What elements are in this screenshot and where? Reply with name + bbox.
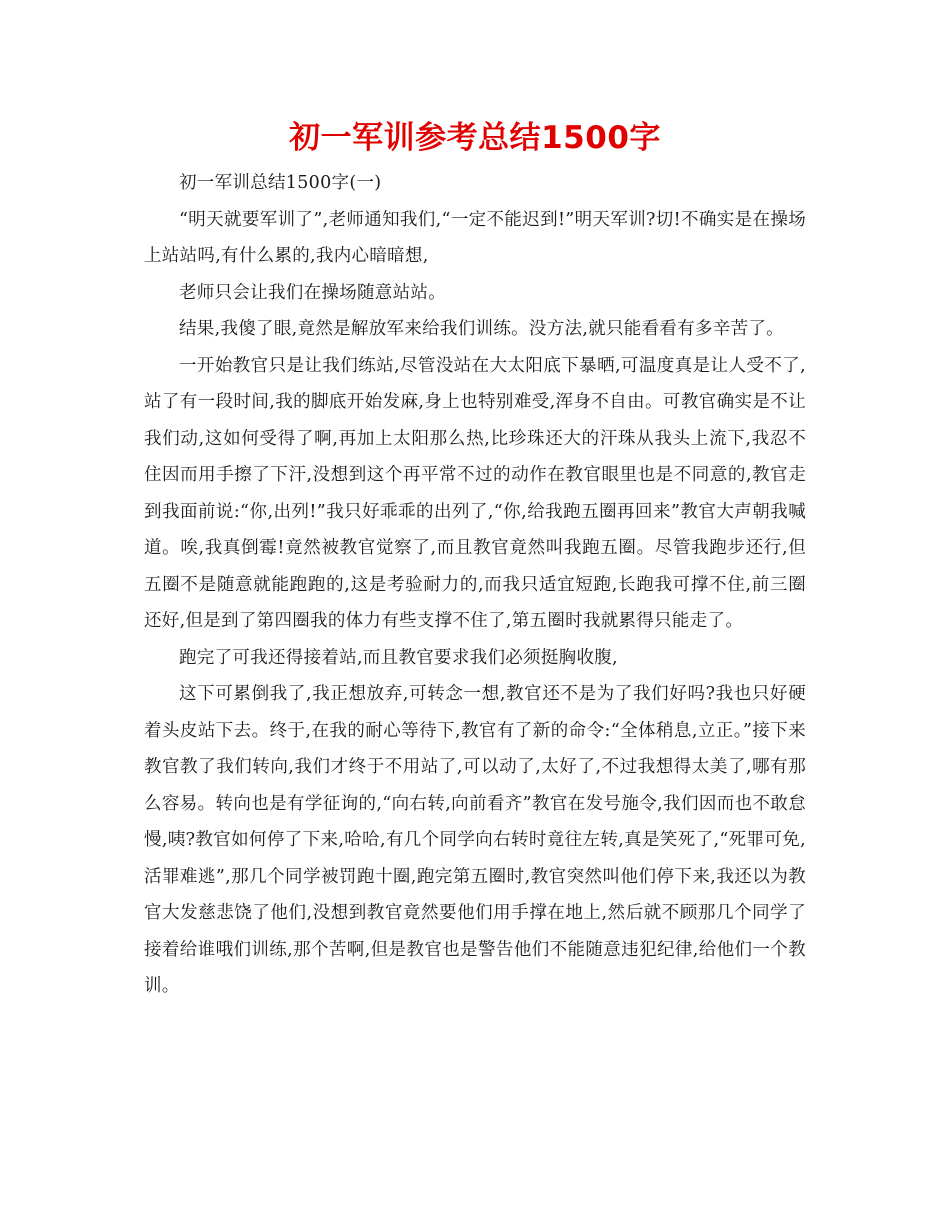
- paragraph: “明天就要军训了”,老师通知我们,“一定不能迟到!”明天军训?切!不确实是在操场上站站吗,有什么累的,我内心暗暗想,: [144, 209, 806, 266]
- paragraph: 一开始教官只是让我们练站,尽管没站在大太阳底下暴晒,可温度真是让人受不了,站了有一段时间,我的脚底开始发麻,身上也特别难受,浑身不自由。可教官确实是不让我们动,这如何受得了啊,再加上太阳那么热,比珍珠还大的汗珠从我头上流下,我忍不住因而用手擦了下汗,没想到这个再平常不过的动作在教官眼里也是不同意的,教官走到我面前说:“你,出列!”我只好乖乖的出列了,“你,给我跑五圈再回来”教官大声朝我喊道。唉,我真倒霉!竟然被教官觉察了,而且教官竟然叫我跑五圈。尽管我跑步还行,但五圈不是随意就能跑跑的,这是考验耐力的,而我只适宜短跑,长跑我可撑不住,前三圈还好,但是到了第四圈我的体力有些支撑不住了,第五圈时我就累得只能走了。: [144, 355, 806, 631]
- document-body: [144, 165, 806, 1005]
- paragraph: 跑完了可我还得接着站,而且教官要求我们必须挺胸收腹,: [179, 647, 618, 668]
- paragraph-subtitle: 初一军训总结1500字(一): [179, 173, 382, 193]
- document-title: 初一军训参考总结1500字: [289, 120, 661, 156]
- paragraph: 结果,我傻了眼,竟然是解放军来给我们训练。没方法,就只能看看有多辛苦了。: [179, 319, 784, 339]
- paragraph: 老师只会让我们在操场随意站站。: [179, 282, 446, 303]
- paragraph: 这下可累倒我了,我正想放弃,可转念一想,教官还不是为了我们好吗?我也只好硬着头皮站下去。终于,在我的耐心等待下,教官有了新的命令:“全体稍息,立正。”接下来教官教了我们转向,我们才终于不用站了,可以动了,太好了,不过我想得太美了,哪有那么容易。转向也是有学征询的,“向右转,向前看齐”教官在发号施令,我们因而也不敢怠慢,咦?教官如何停了下来,哈哈,有几个同学向右转时竟往左转,真是笑死了,“死罪可免,活罪难逃”,那几个同学被罚跑十圈,跑完第五圈时,教官突然叫他们停下来,我还以为教官大发慈悲饶了他们,没想到教官竟然要他们用手撑在地上,然后就不顾那几个同学了接着给谁哦们训练,那个苦啊,但是教官也是警告他们不能随意违犯纪律,给他们一个教训。: [144, 684, 806, 996]
